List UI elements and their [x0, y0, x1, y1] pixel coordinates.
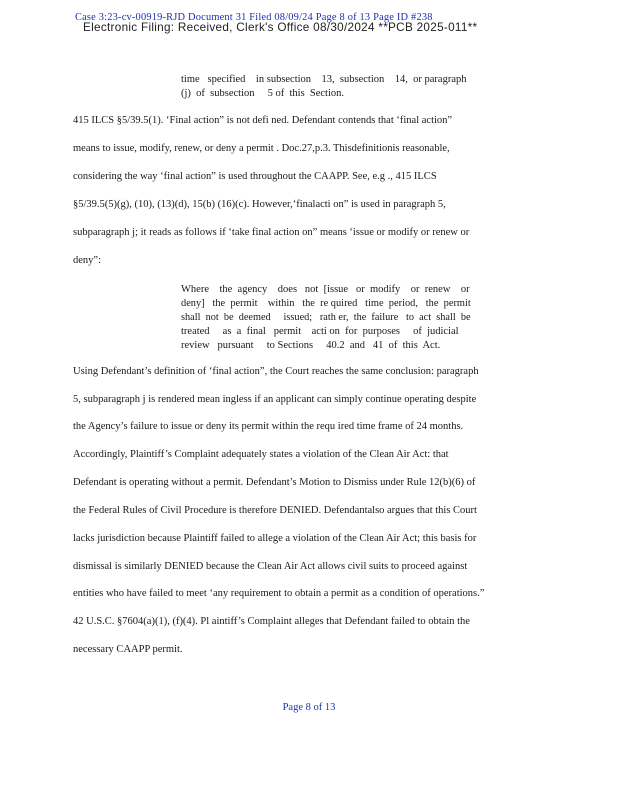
paragraph-line: lacks jurisdiction because Plaintiff failed to allege a violation of the Clean Air Act; this basis for [73, 533, 477, 544]
paragraph-line: subparagraph j; it reads as follows if ‘take final action on” means ‘issue or modify or renew or [73, 227, 470, 238]
paragraph-line: the Agency’s failure to issue or deny its permit within the requ ired time frame of 24 months. [73, 421, 464, 432]
block-quote-line: review pursuant to Sections 40.2 and 41 of this Act. [181, 340, 441, 351]
block-quote-line: treated as a final permit acti on for purposes of judicial [181, 326, 459, 337]
top-quote-line: time specified in subsection 13, subsection 14, or paragraph [181, 74, 467, 85]
paragraph-line: deny”: [73, 255, 101, 266]
paragraph-line: 42 U.S.C. §7604(a)(1), (f)(4). Pl aintiff’s Complaint alleges that Defendant failed to obtain the [73, 616, 470, 627]
block-quote-line: shall not be deemed issued; rath er, the failure to act shall be [181, 312, 471, 323]
paragraph-line: Defendant is operating without a permit. Defendant’s Motion to Dismiss under Rule 12(b)(6) of [73, 477, 476, 488]
efiling-stamp-line: Electronic Filing: Received, Clerk's Office 08/30/2024 **PCB 2025-011** [83, 20, 478, 34]
paragraph-line: dismissal is similarly DENIED because the Clean Air Act allows civil suits to proceed against [73, 561, 468, 572]
paragraph-line: necessary CAAPP permit. [73, 644, 183, 655]
paragraph-line: Accordingly, Plaintiff’s Complaint adequately states a violation of the Clean Air Act: that [73, 449, 449, 460]
paragraph-line: entities who have failed to meet ‘any requirement to obtain a permit as a condition of operations.” [73, 588, 485, 599]
case-header-line: Case 3:23-cv-00919-RJD Document 31 Filed 08/09/24 Page 8 of 13 Page ID #238 [75, 12, 433, 23]
page-number-footer: Page 8 of 13 [282, 702, 336, 713]
paragraph-line: the Federal Rules of Civil Procedure is therefore DENIED. Defendantalso argues that this Court [73, 505, 477, 516]
paragraph-line: considering the way ‘final action” is used throughout the CAAPP. See, e.g ., 415 ILCS [73, 171, 437, 182]
paragraph-line: 415 ILCS §5/39.5(1). ‘Final action” is not defi ned. Defendant contends that ‘final action” [73, 115, 453, 126]
block-quote-line: deny] the permit within the re quired time period, the permit [181, 298, 471, 309]
paragraph-line: means to issue, modify, renew, or deny a permit . Doc.27,p.3. Thisdefinitionis reasonable, [73, 143, 450, 154]
paragraph-line: 5, subparagraph j is rendered mean ingless if an applicant can simply continue operating despite [73, 394, 477, 405]
top-quote-line: (j) of subsection 5 of this Section. [181, 88, 345, 99]
paragraph-line: §5/39.5(5)(g), (10), (13)(d), 15(b) (16)(c). However,‘finalacti on” is used in paragraph 5, [73, 199, 446, 210]
paragraph-line: Using Defendant’s definition of ‘final action”, the Court reaches the same conclusion: paragraph [73, 366, 479, 377]
block-quote-line: Where the agency does not [issue or modify or renew or [181, 284, 470, 295]
